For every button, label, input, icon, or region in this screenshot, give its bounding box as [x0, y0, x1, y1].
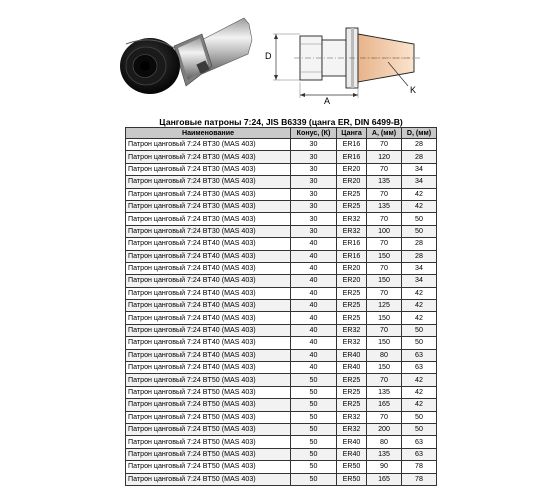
- cell-taper: 50: [291, 423, 337, 435]
- cell-a: 150: [367, 337, 402, 349]
- cell-collet: ER32: [337, 423, 367, 435]
- cell-collet: ER25: [337, 188, 367, 200]
- cell-a: 125: [367, 300, 402, 312]
- cell-d: 28: [402, 250, 437, 262]
- cell-name: Патрон цанговый 7:24 BT40 (MAS 403): [126, 275, 291, 287]
- cell-collet: ER20: [337, 176, 367, 188]
- cell-taper: 40: [291, 275, 337, 287]
- cell-a: 150: [367, 250, 402, 262]
- cell-taper: 30: [291, 176, 337, 188]
- dim-a-label: A: [324, 96, 331, 104]
- cell-d: 50: [402, 324, 437, 336]
- cell-collet: ER25: [337, 386, 367, 398]
- cell-d: 42: [402, 312, 437, 324]
- table-row: [126, 399, 437, 411]
- cell-a: 135: [367, 448, 402, 460]
- cell-d: 34: [402, 163, 437, 175]
- cell-d: 50: [402, 213, 437, 225]
- table-row: [126, 461, 437, 473]
- cell-name: Патрон цанговый 7:24 BT40 (MAS 403): [126, 337, 291, 349]
- table-row: [126, 337, 437, 349]
- cell-collet: ER32: [337, 337, 367, 349]
- cell-a: 70: [367, 374, 402, 386]
- cell-taper: 50: [291, 411, 337, 423]
- table-row: [126, 349, 437, 361]
- table-row: [126, 362, 437, 374]
- cell-a: 70: [367, 262, 402, 274]
- col-header-name: Наименование: [126, 128, 291, 139]
- cell-collet: ER25: [337, 287, 367, 299]
- cell-taper: 40: [291, 287, 337, 299]
- cell-collet: ER32: [337, 213, 367, 225]
- cell-name: Патрон цанговый 7:24 BT50 (MAS 403): [126, 411, 291, 423]
- cell-collet: ER32: [337, 411, 367, 423]
- cell-taper: 40: [291, 300, 337, 312]
- cell-a: 70: [367, 213, 402, 225]
- cell-collet: ER25: [337, 374, 367, 386]
- cell-collet: ER16: [337, 250, 367, 262]
- cell-d: 50: [402, 423, 437, 435]
- cell-name: Патрон цанговый 7:24 BT50 (MAS 403): [126, 473, 291, 485]
- cell-taper: 30: [291, 213, 337, 225]
- cell-collet: ER16: [337, 139, 367, 151]
- cell-collet: ER25: [337, 399, 367, 411]
- cell-taper: 30: [291, 139, 337, 151]
- cell-a: 150: [367, 275, 402, 287]
- cell-name: Патрон цанговый 7:24 BT30 (MAS 403): [126, 139, 291, 151]
- table-row: [126, 188, 437, 200]
- table-caption: Цанговые патроны 7:24, JIS B6339 (цанга ER, DIN 6499-B): [159, 117, 403, 127]
- cell-taper: 30: [291, 200, 337, 212]
- cell-taper: 40: [291, 312, 337, 324]
- cell-a: 90: [367, 461, 402, 473]
- table-row: [126, 300, 437, 312]
- table-row: [126, 374, 437, 386]
- col-header-d: D, (мм): [402, 128, 437, 139]
- technical-drawing: [262, 14, 452, 104]
- cell-a: 135: [367, 176, 402, 188]
- cell-a: 150: [367, 362, 402, 374]
- cell-d: 42: [402, 300, 437, 312]
- table-row: [126, 238, 437, 250]
- cell-d: 28: [402, 139, 437, 151]
- table-body: [126, 139, 437, 486]
- cell-d: 28: [402, 151, 437, 163]
- cell-collet: ER40: [337, 362, 367, 374]
- cell-collet: ER32: [337, 324, 367, 336]
- cell-collet: ER25: [337, 312, 367, 324]
- cell-d: 42: [402, 399, 437, 411]
- cell-a: 70: [367, 163, 402, 175]
- cell-taper: 50: [291, 461, 337, 473]
- cell-name: Патрон цанговый 7:24 BT30 (MAS 403): [126, 176, 291, 188]
- cell-a: 165: [367, 473, 402, 485]
- cell-d: 63: [402, 448, 437, 460]
- cell-a: 150: [367, 312, 402, 324]
- cell-name: Патрон цанговый 7:24 BT40 (MAS 403): [126, 324, 291, 336]
- cell-d: 78: [402, 461, 437, 473]
- cell-name: Патрон цанговый 7:24 BT40 (MAS 403): [126, 300, 291, 312]
- cell-taper: 30: [291, 163, 337, 175]
- cell-d: 28: [402, 238, 437, 250]
- cell-name: Патрон цанговый 7:24 BT50 (MAS 403): [126, 399, 291, 411]
- cell-a: 165: [367, 399, 402, 411]
- col-header-collet: Цанга: [337, 128, 367, 139]
- cell-d: 34: [402, 275, 437, 287]
- table-row: [126, 262, 437, 274]
- cell-taper: 30: [291, 151, 337, 163]
- cell-taper: 40: [291, 250, 337, 262]
- cell-d: 34: [402, 262, 437, 274]
- cell-name: Патрон цанговый 7:24 BT40 (MAS 403): [126, 238, 291, 250]
- cell-name: Патрон цанговый 7:24 BT30 (MAS 403): [126, 213, 291, 225]
- spec-table: [125, 127, 437, 486]
- cell-taper: 30: [291, 225, 337, 237]
- cell-a: 70: [367, 287, 402, 299]
- cell-taper: 50: [291, 399, 337, 411]
- dim-d-label: D: [265, 51, 272, 61]
- cell-taper: 40: [291, 324, 337, 336]
- table-row: [126, 275, 437, 287]
- cell-name: Патрон цанговый 7:24 BT40 (MAS 403): [126, 312, 291, 324]
- table-row: [126, 225, 437, 237]
- cell-a: 70: [367, 324, 402, 336]
- cell-name: Патрон цанговый 7:24 BT30 (MAS 403): [126, 225, 291, 237]
- cell-name: Патрон цанговый 7:24 BT40 (MAS 403): [126, 250, 291, 262]
- cell-collet: ER20: [337, 163, 367, 175]
- cell-name: Патрон цанговый 7:24 BT30 (MAS 403): [126, 163, 291, 175]
- cell-d: 42: [402, 386, 437, 398]
- cell-d: 42: [402, 200, 437, 212]
- cell-a: 200: [367, 423, 402, 435]
- cell-d: 42: [402, 374, 437, 386]
- cell-collet: ER16: [337, 238, 367, 250]
- cell-taper: 40: [291, 262, 337, 274]
- cell-a: 80: [367, 436, 402, 448]
- cell-taper: 50: [291, 386, 337, 398]
- cell-a: 70: [367, 139, 402, 151]
- cell-a: 100: [367, 225, 402, 237]
- cell-collet: ER40: [337, 448, 367, 460]
- cell-d: 63: [402, 436, 437, 448]
- cell-collet: ER20: [337, 262, 367, 274]
- table-row: [126, 386, 437, 398]
- cell-collet: ER40: [337, 349, 367, 361]
- cell-taper: 40: [291, 362, 337, 374]
- cell-name: Патрон цанговый 7:24 BT40 (MAS 403): [126, 262, 291, 274]
- table-row: [126, 411, 437, 423]
- taper-k-label: K: [410, 85, 417, 95]
- cell-name: Патрон цанговый 7:24 BT50 (MAS 403): [126, 423, 291, 435]
- header-row: [126, 128, 437, 139]
- cell-name: Патрон цанговый 7:24 BT50 (MAS 403): [126, 386, 291, 398]
- cell-d: 63: [402, 349, 437, 361]
- table-row: [126, 287, 437, 299]
- cell-taper: 50: [291, 374, 337, 386]
- cell-d: 50: [402, 337, 437, 349]
- table-row: [126, 423, 437, 435]
- cell-d: 42: [402, 188, 437, 200]
- cell-taper: 50: [291, 436, 337, 448]
- cell-taper: 50: [291, 448, 337, 460]
- cell-name: Патрон цанговый 7:24 BT50 (MAS 403): [126, 461, 291, 473]
- cell-name: Патрон цанговый 7:24 BT50 (MAS 403): [126, 448, 291, 460]
- cell-d: 50: [402, 225, 437, 237]
- cell-collet: ER32: [337, 225, 367, 237]
- cell-name: Патрон цанговый 7:24 BT50 (MAS 403): [126, 374, 291, 386]
- cell-d: 63: [402, 362, 437, 374]
- cell-taper: 40: [291, 238, 337, 250]
- cell-name: Патрон цанговый 7:24 BT30 (MAS 403): [126, 188, 291, 200]
- table-row: [126, 213, 437, 225]
- cell-a: 120: [367, 151, 402, 163]
- table-row: [126, 250, 437, 262]
- table-row: [126, 151, 437, 163]
- col-header-a: A, (мм): [367, 128, 402, 139]
- table-row: [126, 436, 437, 448]
- cell-taper: 50: [291, 473, 337, 485]
- cell-d: 34: [402, 176, 437, 188]
- table-row: [126, 200, 437, 212]
- cell-collet: ER16: [337, 151, 367, 163]
- table-row: [126, 139, 437, 151]
- table-row: [126, 312, 437, 324]
- collet-chuck-photo: [112, 4, 272, 108]
- cell-d: 42: [402, 287, 437, 299]
- cell-a: 135: [367, 200, 402, 212]
- cell-a: 80: [367, 349, 402, 361]
- cell-name: Патрон цанговый 7:24 BT30 (MAS 403): [126, 200, 291, 212]
- cell-name: Патрон цанговый 7:24 BT40 (MAS 403): [126, 287, 291, 299]
- cell-name: Патрон цанговый 7:24 BT40 (MAS 403): [126, 362, 291, 374]
- cell-name: Патрон цанговый 7:24 BT50 (MAS 403): [126, 436, 291, 448]
- cell-collet: ER25: [337, 200, 367, 212]
- cell-d: 50: [402, 411, 437, 423]
- cell-taper: 40: [291, 337, 337, 349]
- cell-collet: ER40: [337, 436, 367, 448]
- cell-collet: ER25: [337, 300, 367, 312]
- table-row: [126, 176, 437, 188]
- cell-taper: 30: [291, 188, 337, 200]
- cell-a: 70: [367, 238, 402, 250]
- cell-name: Патрон цанговый 7:24 BT30 (MAS 403): [126, 151, 291, 163]
- cell-collet: ER20: [337, 275, 367, 287]
- cell-name: Патрон цанговый 7:24 BT40 (MAS 403): [126, 349, 291, 361]
- cell-a: 135: [367, 386, 402, 398]
- cell-collet: ER50: [337, 473, 367, 485]
- table-row: [126, 473, 437, 485]
- cell-d: 78: [402, 473, 437, 485]
- table-row: [126, 448, 437, 460]
- cell-a: 70: [367, 188, 402, 200]
- cell-taper: 40: [291, 349, 337, 361]
- cell-a: 70: [367, 411, 402, 423]
- table-row: [126, 163, 437, 175]
- col-header-taper: Конус, (К): [291, 128, 337, 139]
- table-row: [126, 324, 437, 336]
- cell-collet: ER50: [337, 461, 367, 473]
